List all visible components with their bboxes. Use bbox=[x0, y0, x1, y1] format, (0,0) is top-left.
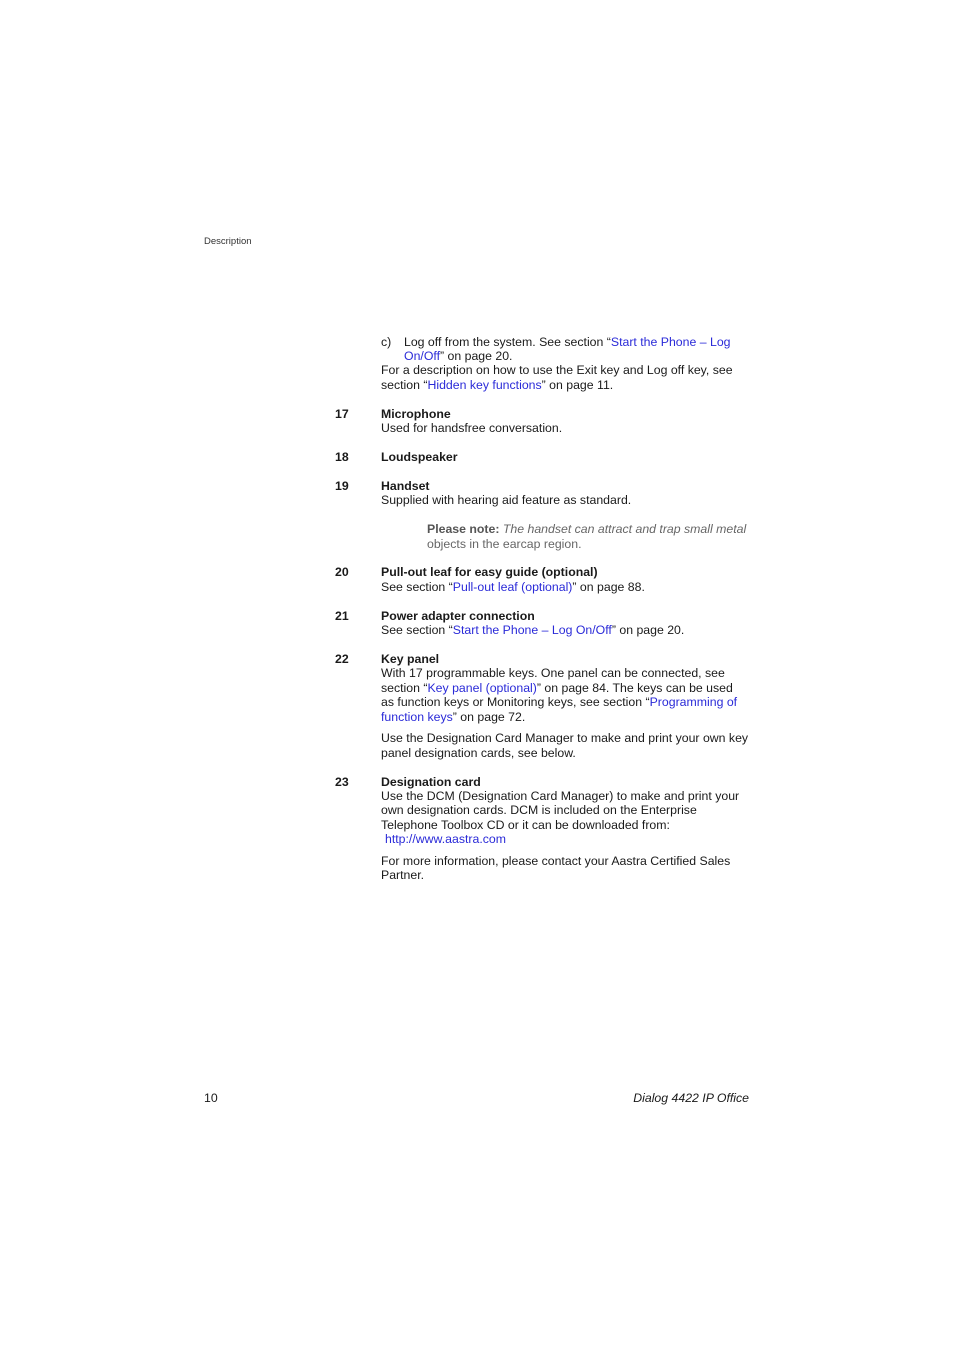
item-paragraph: Use the Designation Card Manager to make and print your own key bbox=[381, 731, 749, 745]
item-number: 17 bbox=[335, 407, 349, 421]
item-title-microphone: Microphone bbox=[381, 407, 451, 421]
item-description: function keys” on page 72. bbox=[381, 710, 526, 724]
item-description: Telephone Toolbox CD or it can be downloaded from: bbox=[381, 818, 670, 832]
link-hidden-key-functions[interactable]: Hidden key functions bbox=[427, 378, 542, 392]
item-number: 21 bbox=[335, 609, 349, 623]
list-marker-c: c) bbox=[381, 335, 392, 349]
item-number: 22 bbox=[335, 652, 349, 666]
item-title-power-adapter: Power adapter connection bbox=[381, 609, 535, 623]
note-label: Please note: bbox=[427, 522, 500, 536]
link-start-phone[interactable]: Start the Phone – Log bbox=[610, 335, 731, 349]
item-title-key-panel: Key panel bbox=[381, 652, 440, 666]
item-title-designation-card: Designation card bbox=[381, 775, 481, 789]
item-title-handset: Handset bbox=[381, 479, 430, 493]
intro-c-line1: Log off from the system. See section “Start the Phone – Log bbox=[404, 335, 731, 349]
item-description: as function keys or Monitoring keys, see section “Programming of bbox=[381, 695, 738, 709]
item-title-pull-out-leaf: Pull-out leaf for easy guide (optional) bbox=[381, 565, 598, 579]
item-number: 23 bbox=[335, 775, 349, 789]
item-description: Supplied with hearing aid feature as standard. bbox=[381, 493, 632, 507]
item-number: 18 bbox=[335, 450, 349, 464]
item-title-loudspeaker: Loudspeaker bbox=[381, 450, 458, 464]
url-link bbox=[385, 832, 506, 847]
link-key-panel[interactable]: Key panel (optional) bbox=[427, 681, 537, 695]
product-name: Dialog 4422 IP Office bbox=[633, 1091, 749, 1105]
item-description: Used for handsfree conversation. bbox=[381, 421, 563, 435]
link-pull-out-leaf[interactable]: Pull-out leaf (optional) bbox=[452, 580, 573, 594]
note-line2: objects in the earcap region. bbox=[427, 537, 582, 551]
link-aastra-website[interactable]: http://www.aastra.com bbox=[385, 832, 506, 846]
item-description: section “Key panel (optional)” on page 84. The keys can be used bbox=[381, 681, 733, 695]
link-start-phone-log[interactable]: Start the Phone – Log On/Off bbox=[452, 623, 612, 637]
item-description: Use the DCM (Designation Card Manager) to make and print your bbox=[381, 789, 740, 803]
item-description: With 17 programmable keys. One panel can be connected, see bbox=[381, 666, 725, 680]
item-description: See section “Pull-out leaf (optional)” on page 88. bbox=[381, 580, 645, 594]
link-function-keys[interactable]: function keys bbox=[381, 710, 453, 724]
item-paragraph: panel designation cards, see below. bbox=[381, 746, 576, 760]
item-number: 19 bbox=[335, 479, 349, 493]
note-line1: Please note: The handset can attract and trap small metal bbox=[427, 522, 747, 536]
running-header: Description bbox=[204, 236, 252, 247]
intro-paragraph-line1: For a description on how to use the Exit key and Log off key, see bbox=[381, 363, 733, 377]
item-paragraph: Partner. bbox=[381, 868, 425, 882]
page-number: 10 bbox=[204, 1091, 218, 1105]
item-description: See section “Start the Phone – Log On/Off” on page 20. bbox=[381, 623, 685, 637]
intro-c-line2: On/Off” on page 20. bbox=[404, 349, 513, 363]
link-programming-of[interactable]: Programming of bbox=[649, 695, 738, 709]
intro-paragraph-line2: section “Hidden key functions” on page 11. bbox=[381, 378, 614, 392]
item-number: 20 bbox=[335, 565, 349, 579]
link-start-phone-cont[interactable]: On/Off bbox=[404, 349, 440, 363]
item-paragraph: For more information, please contact your Aastra Certified Sales bbox=[381, 854, 731, 868]
item-description: own designation cards. DCM is included on the Enterprise bbox=[381, 803, 697, 817]
